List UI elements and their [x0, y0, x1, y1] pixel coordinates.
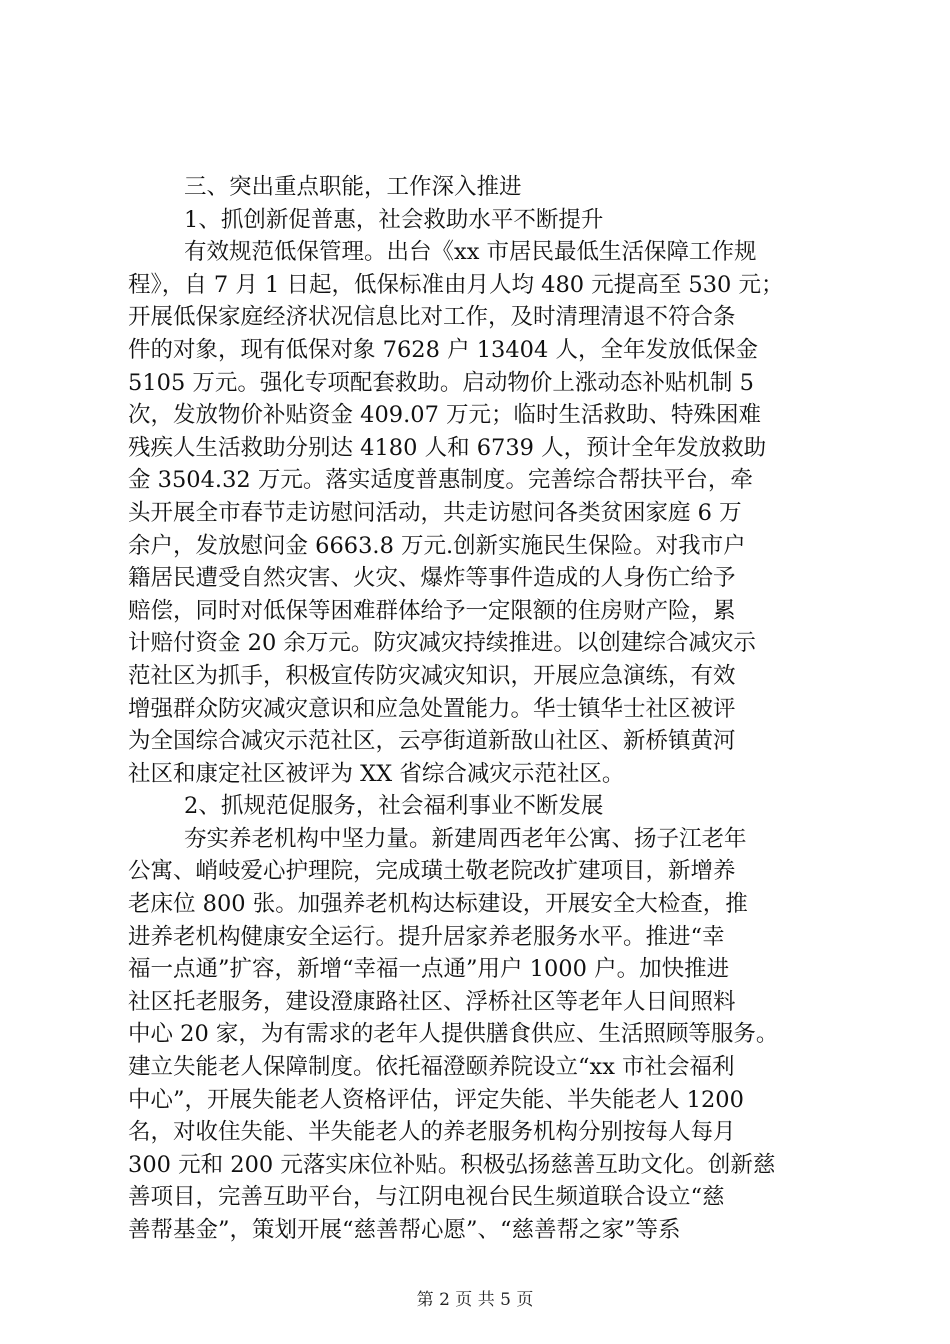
- document-body: [128, 171, 828, 1247]
- section-heading: 三、突出重点职能，工作深入推进: [184, 174, 522, 200]
- paragraph-line: 300 元和 200 元落实床位补贴。积极弘扬慈善互助文化。创新慈: [128, 1151, 776, 1178]
- paragraph-line: 程》，自 7 月 1 日起，低保标准由月人均 480 元提高至 530 元；: [128, 271, 784, 298]
- paragraph-line: 社区和康定社区被评为 XX 省综合减灾示范社区。: [128, 760, 625, 787]
- paragraph-line: 件的对象，现有低保对象 7628 户 13404 人，全年发放低保金: [128, 336, 758, 363]
- paragraph-line: 为全国综合减灾示范社区，云亭街道新敔山社区、新桥镇黄河: [128, 728, 736, 755]
- paragraph-line: 赔偿，同时对低保等困难群体给予一定限额的住房财产险，累: [128, 597, 736, 624]
- paragraph-line: 范社区为抓手，积极宣传防灾减灾知识，开展应急演练，有效: [128, 662, 736, 689]
- paragraph-line: 余户，发放慰问金 6663.8 万元.创新实施民生保险。对我市户: [128, 532, 746, 559]
- paragraph-line: 中心”，开展失能老人资格评估，评定失能、半失能老人 1200: [128, 1086, 744, 1113]
- page-number-footer: 第 2 页 共 5 页: [416, 1290, 534, 1310]
- paragraph-line: 夯实养老机构中坚力量。新建周西老年公寓、扬子江老年: [184, 825, 747, 852]
- paragraph-line: 善项目，完善互助平台，与江阴电视台民生频道联合设立“慈: [128, 1184, 725, 1211]
- paragraph-line: 残疾人生活救助分别达 4180 人和 6739 人，预计全年发放救助: [128, 434, 767, 461]
- paragraph-line: 中心 20 家，为有需求的老年人提供膳食供应、生活照顾等服务。: [128, 1021, 779, 1048]
- paragraph-line: 名，对收住失能、半失能老人的养老服务机构分别按每人每月: [128, 1119, 736, 1146]
- subsection-heading: 2、抓规范促服务，社会福利事业不断发展: [184, 793, 604, 820]
- paragraph-line: 籍居民遭受自然灾害、火灾、爆炸等事件造成的人身伤亡给予: [128, 565, 736, 592]
- subsection-heading: 1、抓创新促普惠，社会救助水平不断提升: [184, 206, 604, 233]
- paragraph-line: 金 3504.32 万元。落实适度普惠制度。完善综合帮扶平台，牵: [128, 467, 753, 494]
- paragraph-line: 有效规范低保管理。出台《xx 市居民最低生活保障工作规: [184, 239, 757, 266]
- paragraph-line: 福一点通”扩容，新增“幸福一点通”用户 1000 户。加快推进: [128, 956, 730, 983]
- paragraph-line: 社区托老服务，建设澄康路社区、浮桥社区等老年人日间照料: [128, 988, 736, 1015]
- paragraph-line: 公寓、峭岐爱心护理院，完成璜土敬老院改扩建项目，新增养: [128, 858, 736, 885]
- paragraph-line: 次，发放物价补贴资金 409.07 万元；临时生活救助、特殊困难: [128, 402, 762, 429]
- paragraph-line: 老床位 800 张。加强养老机构达标建设，开展安全大检查，推: [128, 891, 748, 918]
- paragraph-line: 5105 万元。强化专项配套救助。启动物价上涨动态补贴机制 5: [128, 369, 754, 396]
- paragraph-line: 计赔付资金 20 余万元。防灾减灾持续推进。以创建综合减灾示: [128, 630, 756, 657]
- paragraph-line: 增强群众防灾减灾意识和应急处置能力。华士镇华士社区被评: [128, 695, 736, 722]
- paragraph-line: 进养老机构健康安全运行。提升居家养老服务水平。推进“幸: [128, 923, 725, 950]
- paragraph-line: 开展低保家庭经济状况信息比对工作，及时清理清退不符合条: [128, 304, 736, 331]
- paragraph-line: 善帮基金”，策划开展“慈善帮心愿”、“慈善帮之家”等系: [128, 1217, 681, 1243]
- paragraph-line: 建立失能老人保障制度。依托福澄颐养院设立“xx 市社会福利: [128, 1054, 735, 1081]
- paragraph-line: 头开展全市春节走访慰问活动，共走访慰问各类贫困家庭 6 万: [128, 499, 742, 526]
